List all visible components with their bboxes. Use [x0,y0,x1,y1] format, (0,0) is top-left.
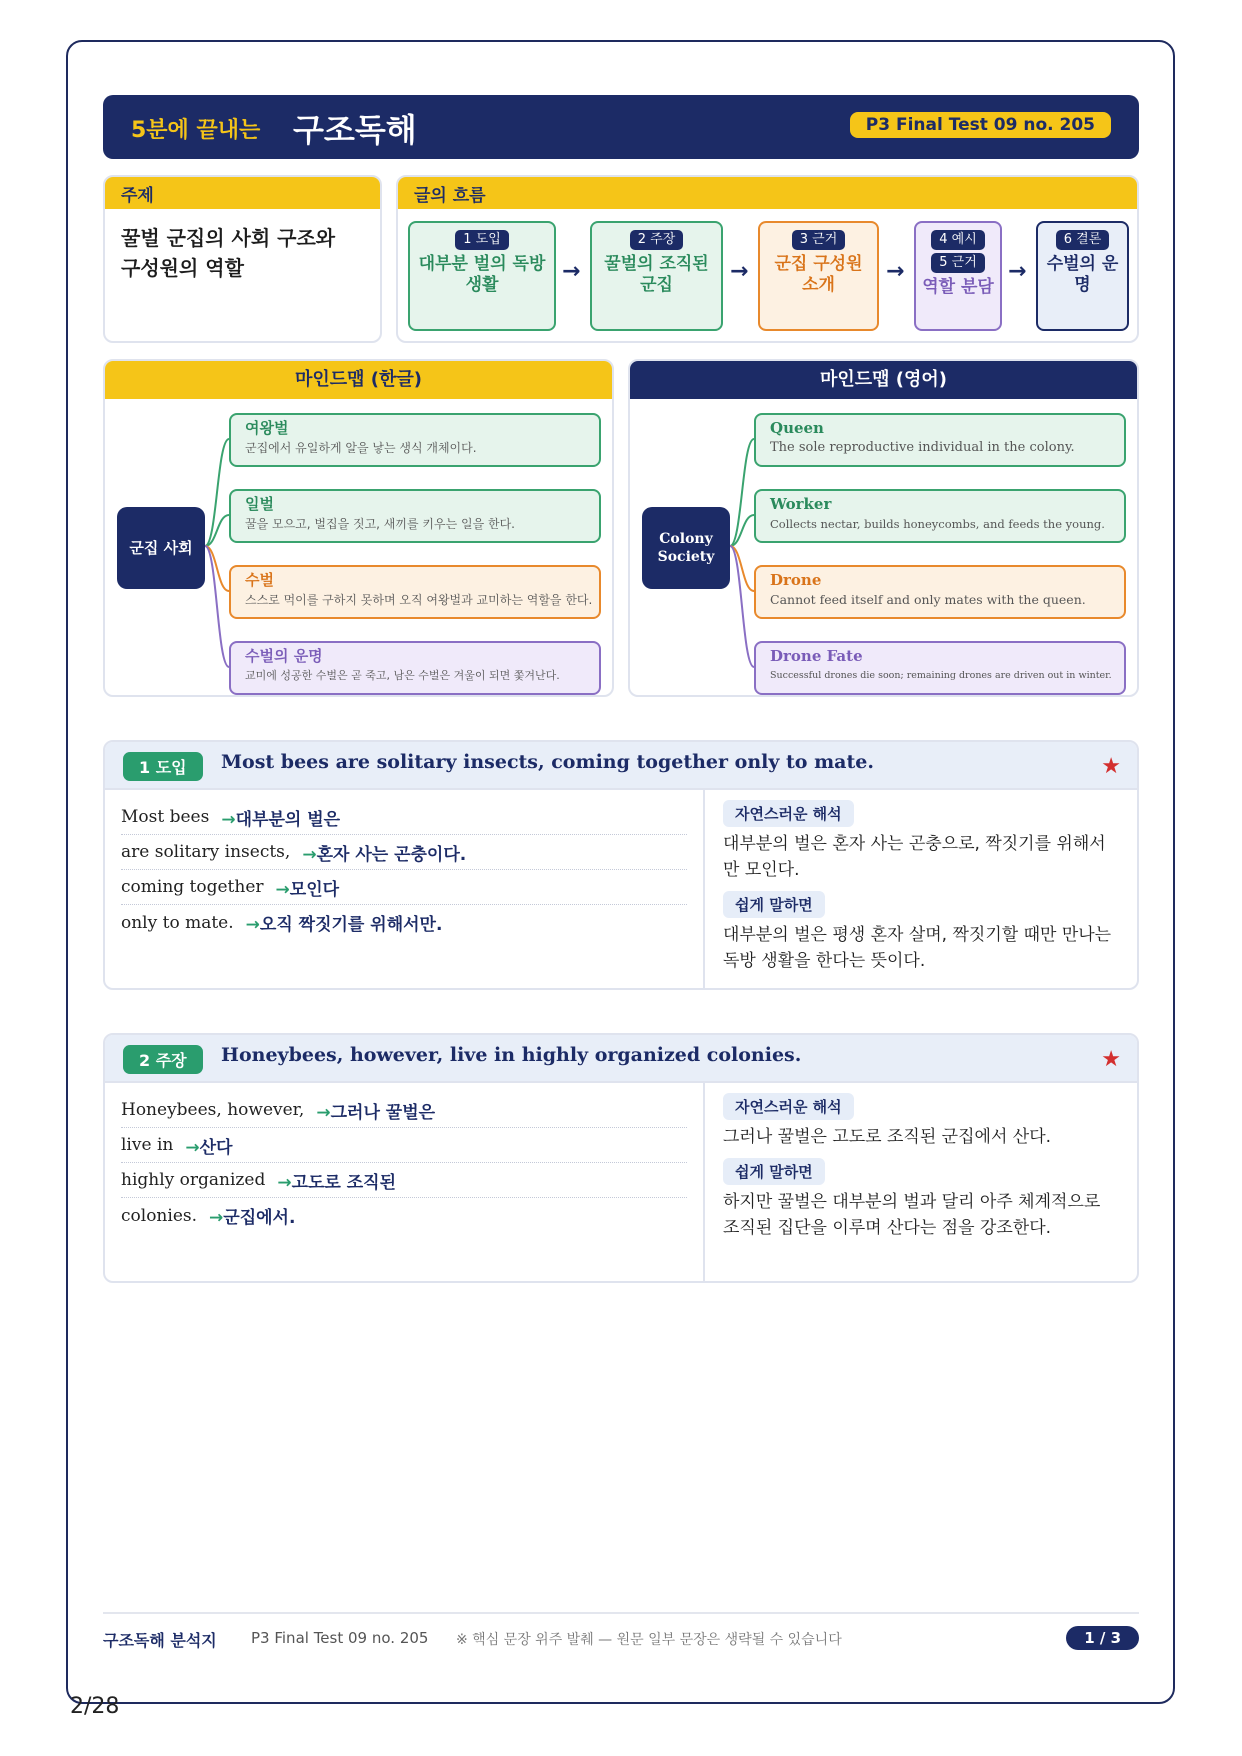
leaf-desc: 꿀을 모으고, 벌집을 짓고, 새끼를 키우는 일을 한다. [245,517,515,531]
section-sentence: Most bees are solitary insects, coming together only to mate. [221,751,874,773]
section-sentence: Honeybees, however, live in highly organized colonies. [221,1044,802,1066]
chunk-row [121,870,687,905]
flow-arrow: → [730,259,749,284]
chunk-list [105,790,705,988]
flow-node-tag: 6 결론 [1056,230,1110,250]
chunk-row [121,1163,687,1198]
leaf-title: 여왕벌 [245,419,289,437]
flow-node-tag: 1 도입 [455,230,509,250]
easy-label: 쉽게 말하면 [723,1158,825,1185]
flow-node-label: 군집 구성원 소개 [774,254,863,295]
flow-node-claim [590,221,723,331]
chunk-row [121,1198,687,1233]
flow-node-tag: 4 예시 [931,230,985,250]
page-indicator: 1 / 3 [1066,1626,1139,1650]
section-header [105,1035,1137,1083]
flow-node-example [914,221,1002,331]
chunk-row [121,905,687,940]
chunk-ko: → 대부분의 벌은 [221,805,340,830]
chunk-en: Most bees [121,807,210,827]
flow-node-intro [408,221,556,331]
mindmap-english [628,359,1139,697]
mindmap-leaf-queen [229,413,601,467]
interpretation-panel [705,1083,1137,1281]
topic-header: 주제 [105,177,380,209]
section-tag: 2 주장 [123,1045,203,1074]
analysis-section-2 [103,1033,1139,1283]
page-counter: 2/28 [70,1694,120,1719]
mindmap-english-header: 마인드맵 (영어) [630,361,1137,399]
natural-label: 자연스러운 해석 [723,1093,854,1120]
chunk-row [121,1093,687,1128]
mindmap-leaf-worker [229,489,601,543]
flow-node-label: 꿀벌의 조직된 군집 [604,254,709,295]
leaf-title: 수벌의 운명 [245,647,323,665]
chunk-ko: → 혼자 사는 곤충이다. [302,840,466,865]
chunk-ko: → 산다 [185,1133,232,1158]
leaf-desc: Collects nectar, builds honeycombs, and feeds the young. [770,517,1105,531]
mindmap-leaf-worker-en [754,489,1126,543]
flow-node-label: 역할 분담 [922,277,994,297]
mindmap-leaf-drone-en [754,565,1126,619]
flow-arrow: → [562,259,581,284]
mindmap-korean-center: 군집 사회 [117,507,205,589]
banner-title: 구조독해 [293,111,417,149]
flow-node-tag: 3 근거 [792,230,846,250]
section-header [105,742,1137,790]
mindmap-leaf-queen-en [754,413,1126,467]
source-badge: P3 Final Test 09 no. 205 [850,112,1111,138]
chunk-ko: → 군집에서. [209,1203,295,1228]
footer-title: 구조독해 분석지 [103,1631,217,1650]
chunk-ko: → 모인다 [276,875,340,900]
chunk-en: Honeybees, however, [121,1100,305,1120]
leaf-desc: 스스로 먹이를 구하지 못하며 오직 여왕벌과 교미하는 역할을 한다. [245,593,593,607]
chunk-row [121,800,687,835]
leaf-title: Drone Fate [770,647,863,665]
footer [103,1612,1139,1648]
chunk-ko: → 오직 짝짓기를 위해서만. [246,910,443,935]
chunk-row [121,835,687,870]
chunk-ko: → 고도로 조직된 [277,1168,396,1193]
star-icon: ★ [1101,1047,1121,1072]
banner-subtitle: 5분에 끝내는 [131,118,261,143]
leaf-desc: Successful drones die soon; remaining drones are driven out in winter. [770,670,1112,681]
flow-arrow: → [1008,259,1027,284]
interpretation-panel [705,790,1137,988]
section-tag: 1 도입 [123,752,203,781]
leaf-title: Queen [770,419,824,437]
footer-note: ※ 핵심 문장 위주 발췌 — 원문 일부 문장은 생략될 수 있습니다 [456,1632,842,1648]
leaf-title: 일벌 [245,495,274,513]
natural-label: 자연스러운 해석 [723,800,854,827]
mindmap-korean-header: 마인드맵 (한글) [105,361,612,399]
flow-node-tag-2: 5 근거 [931,253,985,273]
mindmap-korean [103,359,614,697]
leaf-title: Drone [770,571,822,589]
chunk-ko: → 그러나 꿀벌은 [316,1098,435,1123]
leaf-desc: The sole reproductive individual in the colony. [770,440,1075,455]
flow-arrow: → [886,259,905,284]
mindmap-leaf-drone-fate-en [754,641,1126,695]
flow-node-evidence [758,221,879,331]
flow-box [396,175,1139,343]
leaf-desc: 군집에서 유일하게 알을 낳는 생식 개체이다. [245,441,477,455]
natural-text: 대부분의 벌은 혼자 사는 곤충으로, 짝짓기를 위해서만 모인다. [723,834,1106,880]
flow-node-tag: 2 주장 [630,230,684,250]
leaf-desc: 교미에 성공한 수벌은 곧 죽고, 남은 수벌은 겨울이 되면 쫓겨난다. [245,669,560,682]
chunk-en: live in [121,1135,174,1155]
footer-source: P3 Final Test 09 no. 205 [251,1629,429,1647]
flow-node-label: 대부분 벌의 독방 생활 [418,254,546,295]
chunk-en: are solitary insects, [121,842,291,862]
chunk-list [105,1083,705,1281]
mindmap-english-center: Colony Society [642,507,730,589]
easy-text: 하지만 꿀벌은 대부분의 벌과 달리 아주 체계적으로 조직된 집단을 이루며 산다는 점을 강조한다. [723,1192,1101,1238]
topic-box [103,175,382,343]
mindmap-leaf-drone [229,565,601,619]
header-banner [103,95,1139,159]
chunk-en: colonies. [121,1205,198,1226]
flow-node-label: 수벌의 운명 [1046,254,1119,295]
flow-header: 글의 흐름 [398,177,1137,209]
mindmap-leaf-drone-fate [229,641,601,695]
leaf-desc: Cannot feed itself and only mates with the queen. [770,592,1086,607]
chunk-en: highly organized [121,1170,266,1190]
leaf-title: Worker [770,495,832,513]
natural-text: 그러나 꿀벌은 고도로 조직된 군집에서 산다. [723,1127,1052,1147]
easy-label: 쉽게 말하면 [723,891,825,918]
chunk-en: only to mate. [121,912,234,933]
topic-text: 꿀벌 군집의 사회 구조와 구성원의 역할 [121,226,336,280]
chunk-en: coming together [121,877,264,897]
leaf-title: 수벌 [245,571,274,589]
chunk-row [121,1128,687,1163]
analysis-section-1 [103,740,1139,990]
flow-node-conclusion [1036,221,1129,331]
star-icon: ★ [1101,754,1121,779]
easy-text: 대부분의 벌은 평생 혼자 살며, 짝짓기할 때만 만나는 독방 생활을 한다는 뜻이다. [723,925,1112,971]
